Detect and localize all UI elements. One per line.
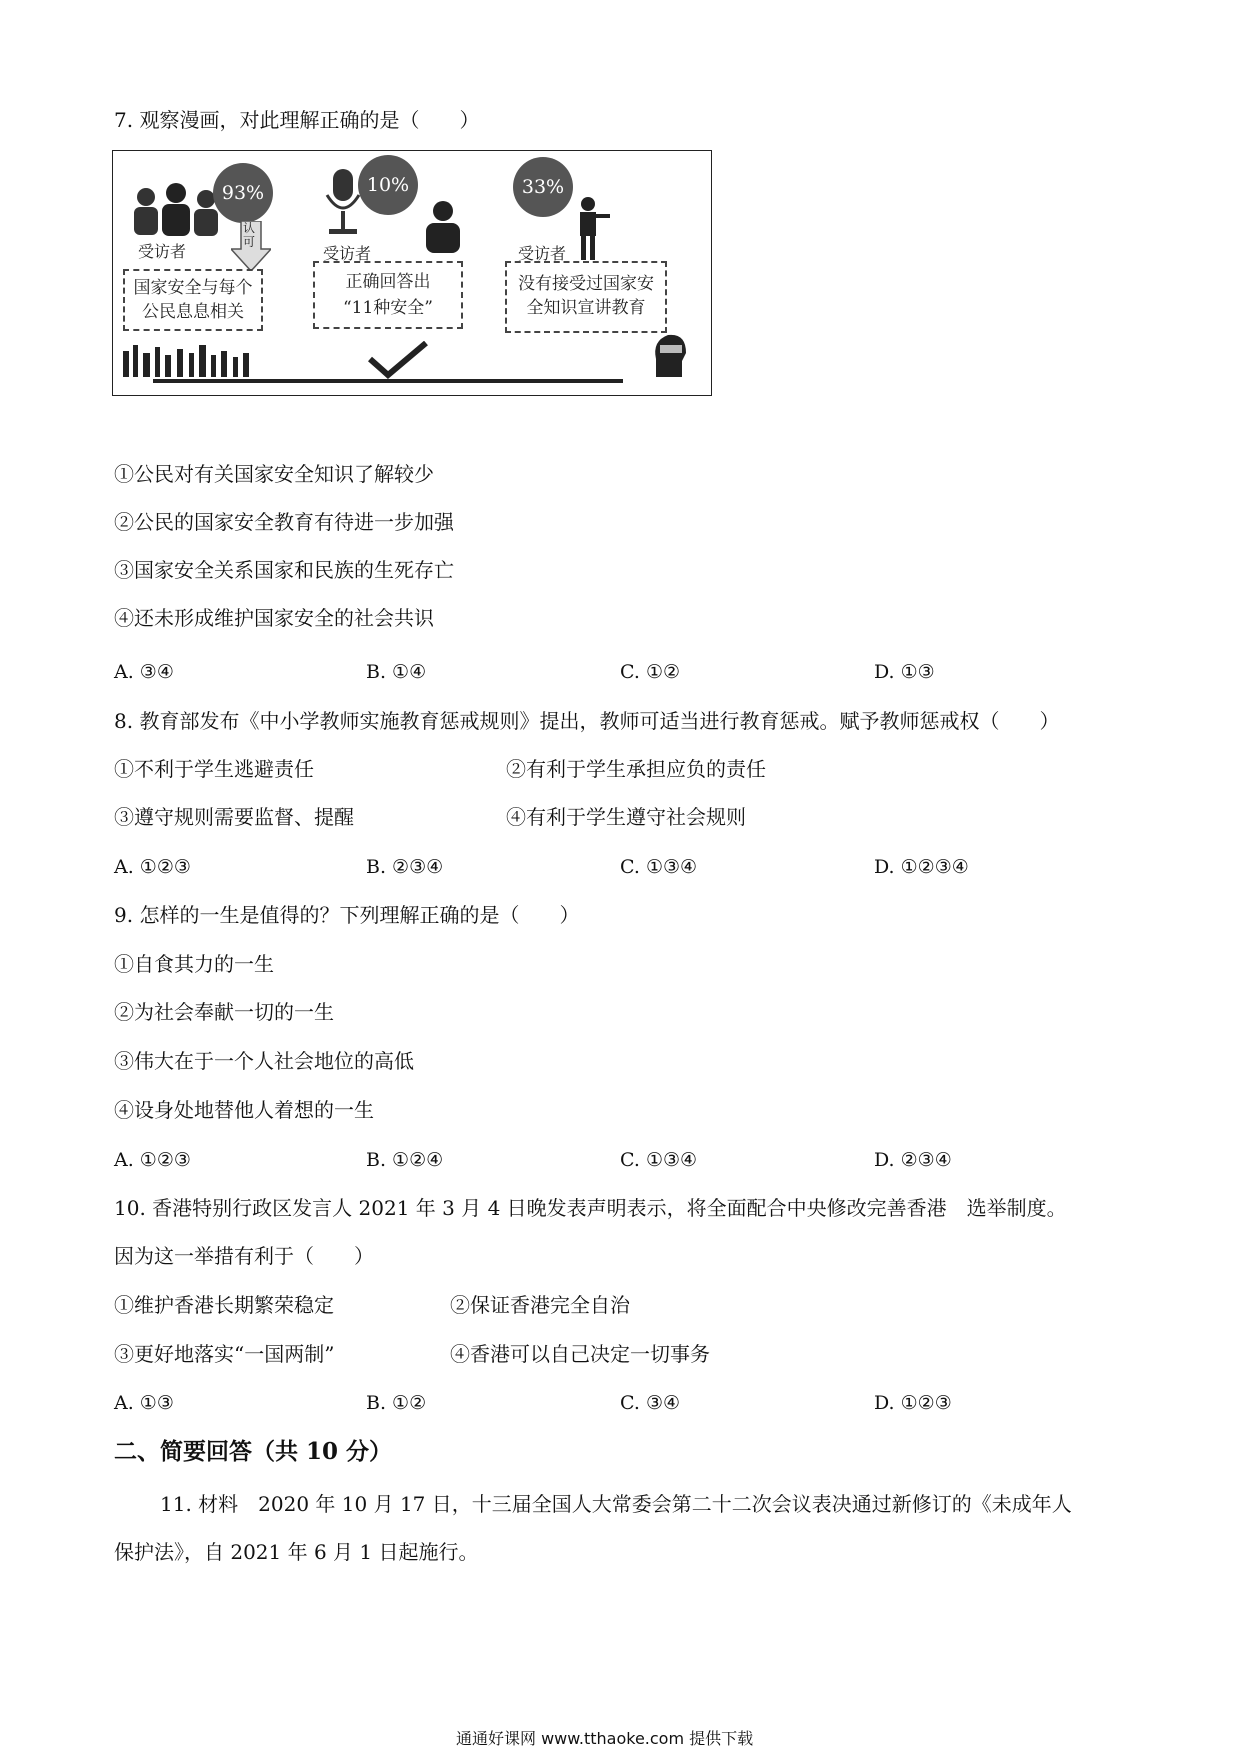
crowd-silhouette-icon [121, 339, 271, 379]
q8-item-1: ①不利于学生逃避责任 [114, 757, 314, 781]
head-profile-icon [648, 331, 690, 379]
pct-bubble-1: 93% [213, 163, 273, 223]
q7-option-c[interactable]: C. ①② [620, 661, 681, 683]
q9-option-d[interactable]: D. ②③④ [874, 1149, 952, 1171]
box-3-line-2: 全知识宣讲教育 [526, 298, 646, 318]
baseline-bar [153, 379, 623, 383]
q11-line-1: 11. 材料 2020 年 10 月 17 日，十三届全国人大常委会第二十二次会议表决通过新修订的《未成年人 [160, 1492, 1072, 1516]
q10-stem-line-2: 因为这一举措有利于（ ） [114, 1244, 374, 1268]
q9-option-c[interactable]: C. ①③④ [620, 1149, 698, 1171]
interviewee-label-3: 受访者 [518, 244, 567, 263]
q10-option-d[interactable]: D. ①②③ [874, 1392, 952, 1414]
q11-line-2: 保护法》，自 2021 年 6 月 1 日起施行。 [114, 1540, 479, 1564]
q10-item-2: ②保证香港完全自治 [450, 1293, 630, 1317]
q7-stem: 7. 观察漫画，对此理解正确的是（ ） [114, 108, 480, 132]
standing-person-icon [563, 196, 613, 261]
interviewee-label-1: 受访者 [138, 242, 187, 261]
box-1-line-1: 国家安全与每个 [133, 278, 253, 298]
q8-item-3: ③遵守规则需要监督、提醒 [114, 805, 354, 829]
q7-option-d[interactable]: D. ①③ [874, 661, 935, 683]
q10-item-1: ①维护香港长期繁荣稳定 [114, 1293, 334, 1317]
box-1-line-2: 公民息息相关 [142, 302, 244, 322]
q9-item-4: ④设身处地替他人着想的一生 [114, 1098, 374, 1122]
q7-option-a[interactable]: A. ③④ [114, 661, 174, 683]
q10-stem-line-1: 10. 香港特别行政区发言人 2021 年 3 月 4 日晚发表声明表示，将全面配合中央修改完善香港 选举制度。 [114, 1196, 1067, 1220]
q7-item-1: ①公民对有关国家安全知识了解较少 [114, 462, 434, 486]
pct-bubble-3: 33% [513, 157, 573, 217]
q7-item-4: ④还未形成维护国家安全的社会共识 [114, 606, 434, 630]
q9-stem: 9. 怎样的一生是值得的？下列理解正确的是（ ） [114, 903, 580, 927]
q8-option-d[interactable]: D. ①②③④ [874, 856, 969, 878]
section-2-heading: 二、简要回答（共 10 分） [114, 1438, 393, 1465]
people-silhouette-icon [131, 183, 226, 238]
q8-item-4: ④有利于学生遵守社会规则 [506, 805, 746, 829]
q8-item-2: ②有利于学生承担应负的责任 [506, 757, 766, 781]
q9-option-a[interactable]: A. ①②③ [114, 1149, 191, 1171]
arrow-label: 认可 [243, 221, 256, 249]
q7-option-b[interactable]: B. ①④ [366, 661, 427, 683]
q10-item-3: ③更好地落实“一国两制” [114, 1342, 335, 1366]
box-2-line-2: “11种安全” [342, 298, 433, 318]
q10-option-c[interactable]: C. ③④ [620, 1392, 681, 1414]
page-footer[interactable]: 通通好课网 www.tthaoke.com 提供下载 [456, 1729, 754, 1748]
q7-item-2: ②公民的国家安全教育有待进一步加强 [114, 510, 454, 534]
q9-item-1: ①自食其力的一生 [114, 952, 274, 976]
q10-item-4: ④香港可以自己决定一切事务 [450, 1342, 710, 1366]
box-2-line-1: 正确回答出 [345, 272, 431, 292]
microphone-icon [323, 169, 363, 239]
q9-item-3: ③伟大在于一个人社会地位的高低 [114, 1049, 414, 1073]
q9-item-2: ②为社会奉献一切的一生 [114, 1000, 334, 1024]
q10-option-b[interactable]: B. ①② [366, 1392, 427, 1414]
q8-stem: 8. 教育部发布《中小学教师实施教育惩戒规则》提出，教师可适当进行教育惩戒。赋予教师惩戒权（ ） [114, 709, 1060, 733]
pct-bubble-2: 10% [358, 155, 418, 215]
q9-option-b[interactable]: B. ①②④ [366, 1149, 444, 1171]
q10-option-a[interactable]: A. ①③ [114, 1392, 174, 1414]
interviewee-label-2: 受访者 [323, 244, 372, 263]
comic-figure [112, 150, 712, 396]
q8-option-c[interactable]: C. ①③④ [620, 856, 698, 878]
q7-item-3: ③国家安全关系国家和民族的生死存亡 [114, 558, 454, 582]
person-silhouette-icon [418, 199, 468, 254]
q8-option-b[interactable]: B. ②③④ [366, 856, 444, 878]
q8-option-a[interactable]: A. ①②③ [114, 856, 191, 878]
box-3-line-1: 没有接受过国家安 [518, 274, 654, 294]
checkmark-icon [368, 341, 428, 379]
